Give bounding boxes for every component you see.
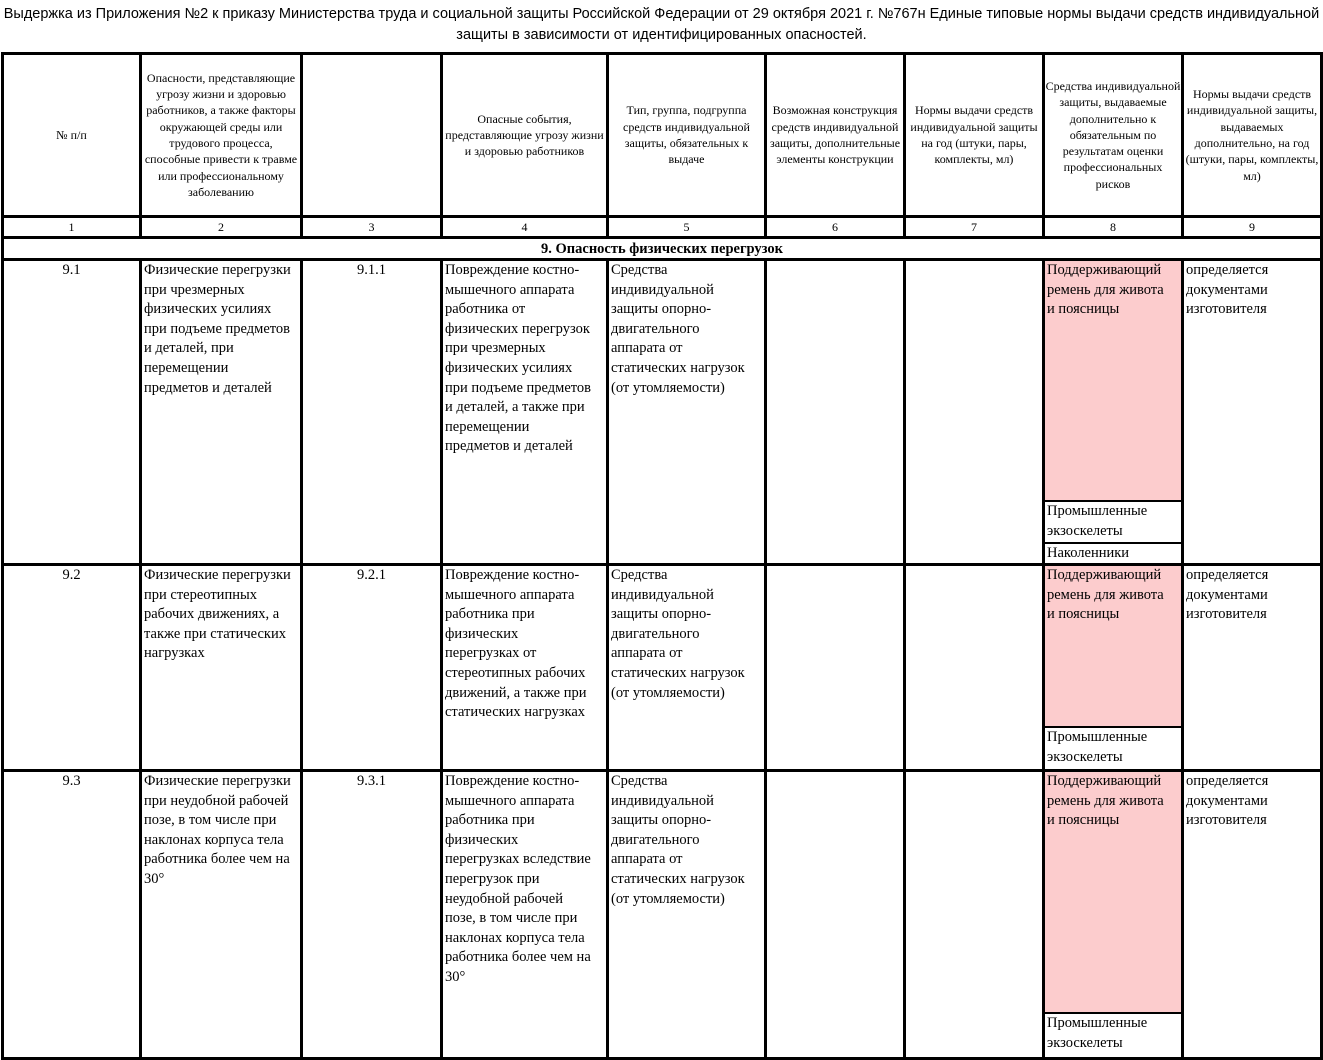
ppe-cell: Средства индивидуальной защиты опорно- двигательного аппарата от статических нагрузок (от утомляемости) (611, 773, 745, 907)
header-col-1: № п/п (56, 127, 87, 142)
extra-ppe-item: Поддерживающий ремень для живота и поясницы (1047, 567, 1164, 623)
col-number-8: 8 (1110, 220, 1116, 234)
col-number-4: 4 (521, 220, 528, 234)
extra-norm-cell: определяется документами изготовителя (1186, 567, 1269, 623)
col-number-7: 7 (971, 220, 977, 234)
ppe-cell: Средства индивидуальной защиты опорно- двигательного аппарата от статических нагрузок (от утомляемости) (611, 567, 745, 701)
ppe-cell: Средства индивидуальной защиты опорно- двигательного аппарата от статических нагрузок (от утомляемости) (611, 262, 745, 396)
header-col-6: Возможная конструкция средств индивидуальной защиты, дополнительные элементы конструкции (769, 103, 901, 167)
event-cell: Повреждение костно- мышечного аппарата работника от физических перегрузок при чрезмерных физических усилиях при подъеме предметов и деталей, а также при перемещении предметов и деталей (445, 262, 592, 455)
col-number-2: 2 (218, 220, 224, 234)
extra-ppe-item: Поддерживающий ремень для живота и поясницы (1047, 262, 1164, 318)
extra-ppe-item: Наколенники (1047, 545, 1130, 561)
col-number-1: 1 (68, 220, 75, 234)
extra-norm-cell: определяется документами изготовителя (1186, 262, 1269, 318)
extra-ppe-item: Промышленные экзоскелеты (1047, 503, 1148, 539)
col-number-6: 6 (832, 220, 838, 234)
hazard-cell: Физические перегрузки при чрезмерных физических усилиях при подъеме предметов и деталей, при перемещении предметов и деталей (144, 262, 291, 396)
hazard-cell: Физические перегрузки при неудобной рабочей позе, в том числе при наклонах корпуса тела работника более чем на 30° (144, 773, 291, 887)
col-number-5: 5 (683, 220, 690, 234)
col-number-3: 3 (368, 220, 375, 234)
event-cell: Повреждение костно- мышечного аппарата работника при физических перегрузках от стереотипных рабочих движений, а также при статических нагрузках (445, 567, 587, 721)
row-number: 9.3 (62, 773, 81, 789)
row-number: 9.2 (62, 567, 81, 583)
hazard-code: 9.1.1 (357, 262, 386, 278)
extra-ppe-item: Поддерживающий ремень для живота и поясницы (1047, 773, 1164, 829)
hazard-code: 9.2.1 (357, 567, 386, 583)
header-col-7: Нормы выдачи средств индивидуальной защиты на год (штуки, пары, комплекты, мл) (910, 103, 1038, 167)
header-col-4: Опасные события, представляющие угрозу жизни и здоровью работников (445, 111, 604, 159)
header-col-9: Нормы выдачи средств индивидуальной защиты, выдаваемых дополнительно, на год (штуки, пары, комплекты, мл) (1185, 87, 1319, 183)
header-col-3 (303, 55, 440, 215)
section-title: 9. Опасность физических перегрузок (541, 241, 783, 257)
extra-ppe-item: Промышленные экзоскелеты (1047, 729, 1148, 765)
extra-norm-cell: определяется документами изготовителя (1186, 773, 1269, 829)
extra-ppe-item: Промышленные экзоскелеты (1047, 1015, 1148, 1051)
header-col-2: Опасности, представляющие угрозу жизни и здоровью работников, а также факторы окружающей среды или трудового процесса, способные привести к травме или профессиональному заболеванию (144, 70, 298, 199)
event-cell: Повреждение костно- мышечного аппарата работника при физических перегрузках вследствие перегрузок при неудобной рабочей позе, в том числе при наклонах корпуса тела работника более чем на 30° (445, 773, 591, 985)
hazard-code: 9.3.1 (357, 773, 386, 789)
document-caption: Выдержка из Приложения №2 к приказу Министерства труда и социальной защиты Российской Федерации от 29 октября 2021 г. №767н Единые типовые нормы выдачи средств индивидуальной защиты в зависимости от идентифицированных опасностей. (3, 6, 1320, 43)
hazard-cell: Физические перегрузки при стереотипных рабочих движениях, а также при статических нагрузках (144, 567, 291, 662)
header-col-8: Средства индивидуальной защиты, выдаваемые дополнительно к обязательным по результатам оценки профессиональных рисков (1045, 78, 1181, 191)
col-number-9: 9 (1249, 220, 1255, 234)
header-col-5: Тип, группа, подгруппа средств индивидуальной защиты, обязательных к выдаче (623, 103, 750, 167)
row-number: 9.1 (62, 262, 81, 278)
